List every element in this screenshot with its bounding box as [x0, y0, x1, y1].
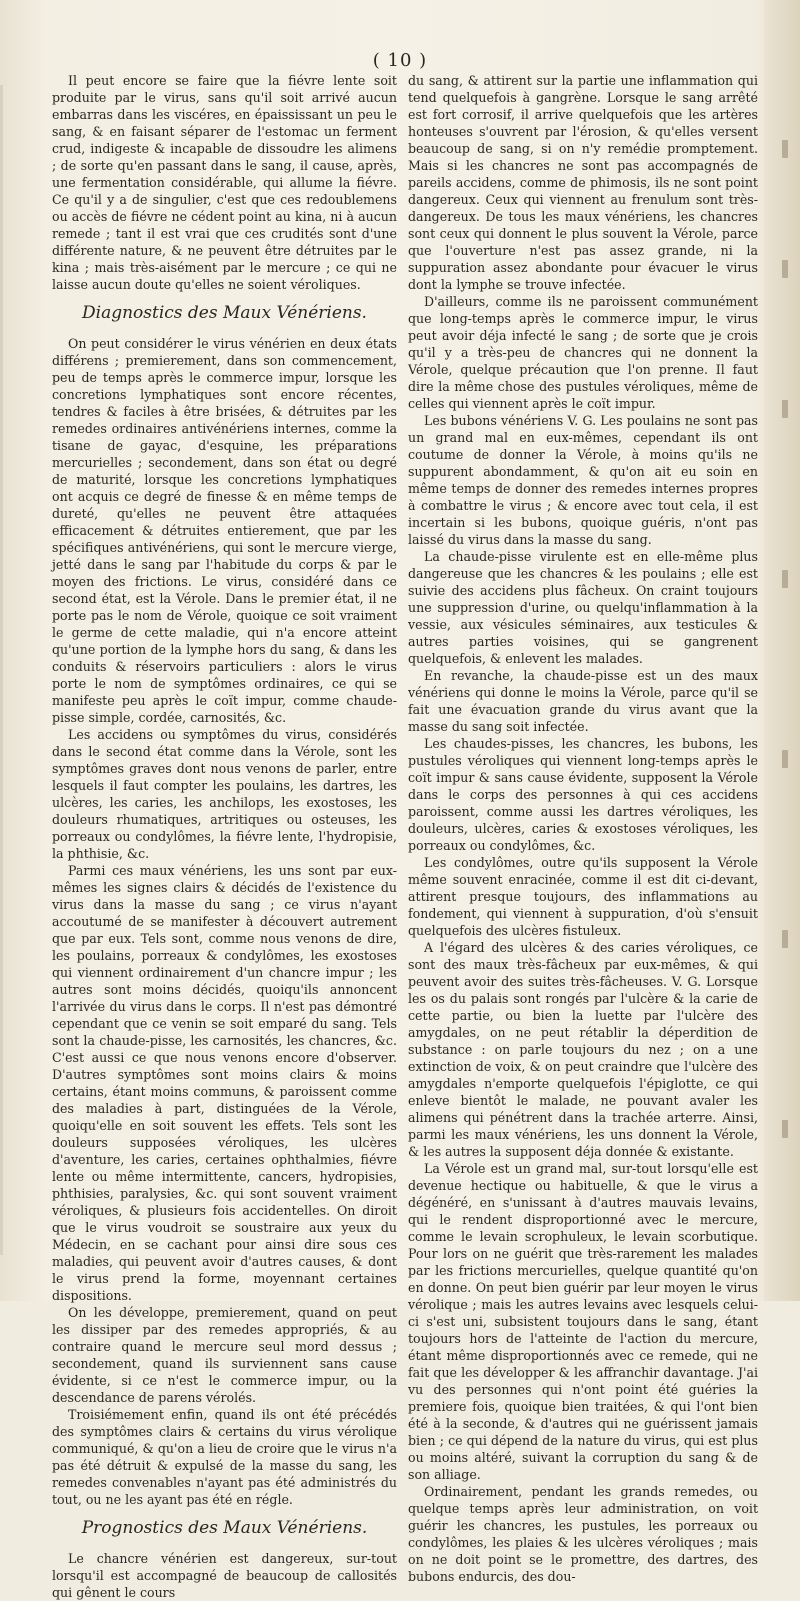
paragraph: Les condylômes, outre qu'ils supposent la Vérole même souvent enracinée, comme il est dit ci-devant, attirent presque toujours, des inflammations au fondement, qui viennent à suppuration, d'où s'ensuit quelquefois des ulcères fistuleux.	[408, 855, 758, 938]
edge-marks	[774, 140, 788, 1220]
page-number: ( 10 )	[372, 50, 428, 71]
right-column	[408, 72, 758, 1585]
paragraph: Troisiémement enfin, quand ils ont été précédés des symptômes clairs & certains du virus vérolique communiqué, & qu'on a lieu de croire que le virus n'a pas été détruit & expulsé de la masse du sang, les remedes convenables n'ayant pas été administrés du tout, ou ne les ayant pas été en régle.	[52, 1407, 397, 1507]
page-edge	[764, 0, 800, 1301]
binding-edge	[0, 85, 3, 1255]
paragraph: A l'égard des ulcères & des caries véroliques, ce sont des maux très-fâcheux par eux-mêmes, & qui peuvent avoir des suites très-fâcheuses. V. G. Lorsque les os du palais sont rongés par l'ulcère & la carie de cette partie, ou bien la luette par l'ulcère des amygdales, on ne peut rétablir la déperdition de substance : on parle toujours du nez ; on a une extinction de voix, & on peut craindre que l'ulcère des amygdales n'emporte quelquefois l'épiglotte, ce qui enleve bientôt le malade, ne pouvant avaler les alimens qui pénétrent dans la trachée arterre. Ainsi, parmi les maux vénériens, les uns donnent la Vérole, & les autres la supposent déja donnée & existante.	[408, 940, 758, 1159]
paragraph: On peut considérer le virus vénérien en deux états différens ; premierement, dans son commencement, peu de temps après le commerce impur, lorsque les concretions lymphatiques sont encore récentes, tendres & faciles à être brisées, & détruites par les remedes ordinaires antivénériens internes, comme la tisane de gayac, d'esquine, les préparations mercurielles ; secondement, dans son état ou degré de maturité, lorsque les concretions lymphatiques ont acquis ce degré de finesse & en même temps de dureté, qu'elles ne peuvent être attaquées efficacement & détruites entierement, que par les spécifiques antivénériens, qui sont le mercure vierge, jetté dans le sang par l'habitude du corps & par le moyen des frictions. Le virus, considéré dans ce second état, est la Vérole. Dans le premier état, il ne porte pas le nom de Vérole, quoique ce soit vraiment le germe de cette maladie, qui n'a encore atteint qu'une portion de la lymphe hors du sang, & dans les conduits & réservoirs particuliers : alors le virus porte le nom de symptômes ordinaires, ce qui se manifeste peu après le coït impur, comme chaude-pisse simple, cordée, carnosités, &c.	[52, 336, 397, 725]
edge-mark	[782, 930, 788, 948]
edge-mark	[782, 140, 788, 158]
paragraph: Les accidens ou symptômes du virus, considérés dans le second état comme dans la Vérole, sont les symptômes graves dont nous venons de parler, entre lesquels il faut compter les poulains, les dartres, les ulcères, les caries, les anchilops, les exostoses, les douleurs rhumatiques, artritiques ou osteuses, les porreaux ou condylômes, la fiévre lente, l'hydropisie, la phthisie, &c.	[52, 727, 397, 861]
edge-mark	[782, 570, 788, 588]
paragraph: Les bubons vénériens V. G. Les poulains ne sont pas un grand mal en eux-mêmes, cependant ils ont coutume de donner la Vérole, à moins qu'ils ne suppurent abondamment, & qu'on ait eu soin en même temps de donner des remedes internes propres à combattre le virus ; & encore avec tout cela, il est incertain si les bubons, quoique guéris, n'ont pas laissé du virus dans la masse du sang.	[408, 413, 758, 547]
edge-mark	[782, 750, 788, 768]
paragraph: du sang, & attirent sur la partie une inflammation qui tend quelquefois à gangrène. Lorsque le sang arrêté est fort corrosif, il arrive quelquefois que les artères honteuses s'ouvrent par l'érosion, & qu'elles versent beaucoup de sang, si on n'y remédie promptement. Mais si les chancres ne sont pas accompagnés de pareils accidens, comme de phimosis, ils ne sont point dangereux. Ceux qui viennent au frenulum sont très-dangereux. De tous les maux vénériens, les chancres sont ceux qui donnent le plus souvent la Vérole, parce que l'ouverture n'est pas assez grande, ni la suppuration assez abondante pour évacuer le virus dont la lymphe se trouve infectée.	[408, 73, 758, 292]
paragraph: Ordinairement, pendant les grands remedes, ou quelque temps après leur administration, on voit guérir les chancres, les pustules, les porreaux ou condylômes, les plaies & les ulcères véroliques ; mais on ne doit point se le promettre, des dartres, des bubons endurcis, des dou-	[408, 1484, 758, 1584]
paragraph: D'ailleurs, comme ils ne paroissent communément que long-temps après le commerce impur, le virus peut avoir déja infecté le sang ; de sorte que je crois qu'il y a très-peu de chancres qui ne donnent la Vérole, quelque précaution que l'on prenne. Il faut dire la même chose des pustules véroliques, même de celles qui viennent après le coït impur.	[408, 294, 758, 411]
paragraph: La chaude-pisse virulente est en elle-même plus dangereuse que les chancres & les poulains ; elle est suivie des accidens plus fâcheux. On craint toujours une suppression d'urine, ou quelqu'inflammation à la vessie, aux vésicules séminaires, aux testicules & autres parties voisines, qui se gangrenent quelquefois, & enlevent les malades.	[408, 549, 758, 666]
section-heading: Diagnostics des Maux Vénériens.	[82, 303, 367, 323]
paragraph: En revanche, la chaude-pisse est un des maux vénériens qui donne le moins la Vérole, parce qu'il se fait une évacuation grande du virus avant que la masse du sang soit infectée.	[408, 668, 758, 734]
paragraph: Parmi ces maux vénériens, les uns sont par eux-mêmes les signes clairs & décidés de l'existence du virus dans la masse du sang ; ce virus n'ayant accoutumé de se manifester à découvert autrement que par eux. Tels sont, comme nous venons de dire, les poulains, porreaux & condylômes, les exostoses qui viennent ordinairement d'un chancre impur ; les autres sont moins décidés, quoiqu'ils annoncent l'arrivée du virus dans le corps. Il n'est pas démontré cependant que ce venin se soit emparé du sang. Tels sont la chaude-pisse, les carnosités, les chancres, &c. C'est aussi ce que nous venons encore d'observer. D'autres symptômes sont moins clairs & moins certains, étant moins communs, & paroissent comme des maladies à part, distinguées de la Vérole, quoiqu'elle en soit souvent les effets. Tels sont les douleurs supposées véroliques, les ulcères d'aventure, les caries, certaines ophthalmies, fiévre lente ou même intermittente, cancers, hydropisies, phthisies, paralysies, &c. qui sont souvent vraiment véroliques, & plusieurs fois accidentelles. On diroit que le virus voudroit se soustraire aux yeux du Médecin, en se cachant pour ainsi dire sous ces maladies, qui peuvent avoir d'autres causes, & dont le virus prend la forme, moyennant certaines dispositions.	[52, 863, 397, 1303]
edge-mark	[782, 400, 788, 418]
edge-mark	[782, 1120, 788, 1138]
paragraph: La Vérole est un grand mal, sur-tout lorsqu'elle est devenue hectique ou habituelle, & que le virus a dégénéré, en s'unissant à d'autres mauvais levains, qui le rendent disproportionné avec le mercure, comme le levain scrophuleux, le levain scorbutique. Pour lors on ne guérit que très-rarement les malades par les frictions mercurielles, quelque quantité qu'on en donne. On peut bien guérir par leur moyen le virus vérolique ; mais les autres levains avec lesquels celui-ci s'est uni, subsistent toujours dans le sang, étant toujours hors de l'atteinte de l'action du mercure, étant même disproportionnés avec ce remede, qui ne fait que les développer & les affranchir davantage. J'ai vu des personnes qui n'ont point été guéries la premiere fois, quoique bien traitées, & qui l'ont bien été à la seconde, & d'autres qui ne guérissent jamais bien ; ce qui dépend de la nature du virus, qui est plus ou moins altéré, suivant la corruption du sang & de son alliage.	[408, 1161, 758, 1482]
paragraph: Le chancre vénérien est dangereux, sur-tout lorsqu'il est accompagné de beaucoup de callosités qui gênent le cours	[52, 1551, 397, 1600]
paragraph: Il peut encore se faire que la fiévre lente soit produite par le virus, sans qu'il soit arrivé aucun embarras dans les viscéres, en épaississant un peu le sang, & en faisant séparer de l'estomac un ferment crud, indigeste & incapable de dissoudre les alimens ; de sorte qu'en passant dans le sang, il cause, après, une fermentation considérable, qui allume la fiévre. Ce qu'il y a de singulier, c'est que ces redoublemens ou accès de fiévre ne cédent point au kina, ni à aucun remede ; tant il est vrai que ces crudités sont d'une différente nature, & ne peuvent être détruites par le kina ; mais très-aisément par le mercure ; ce qui ne laisse aucun doute qu'elles ne soient véroliques.	[52, 73, 397, 292]
paragraph: Les chaudes-pisses, les chancres, les bubons, les pustules véroliques qui viennent long-temps après le coït impur & sans cause évidente, supposent la Vérole dans le corps des personnes à qui ces accidens paroissent, comme aussi les dartres véroliques, les douleurs, ulcères, caries & exostoses véroliques, les porreaux ou condylômes, &c.	[408, 736, 758, 853]
edge-mark	[782, 260, 788, 278]
section-heading: Prognostics des Maux Vénériens.	[81, 1518, 368, 1538]
paragraph: On les développe, premierement, quand on peut les dissiper par des remedes appropriés, & au contraire quand le mercure seul mord dessus ; secondement, quand ils surviennent sans cause évidente, si ce n'est le commerce impur, ou la descendance de parens vérolés.	[52, 1305, 397, 1405]
left-column	[52, 72, 397, 1601]
